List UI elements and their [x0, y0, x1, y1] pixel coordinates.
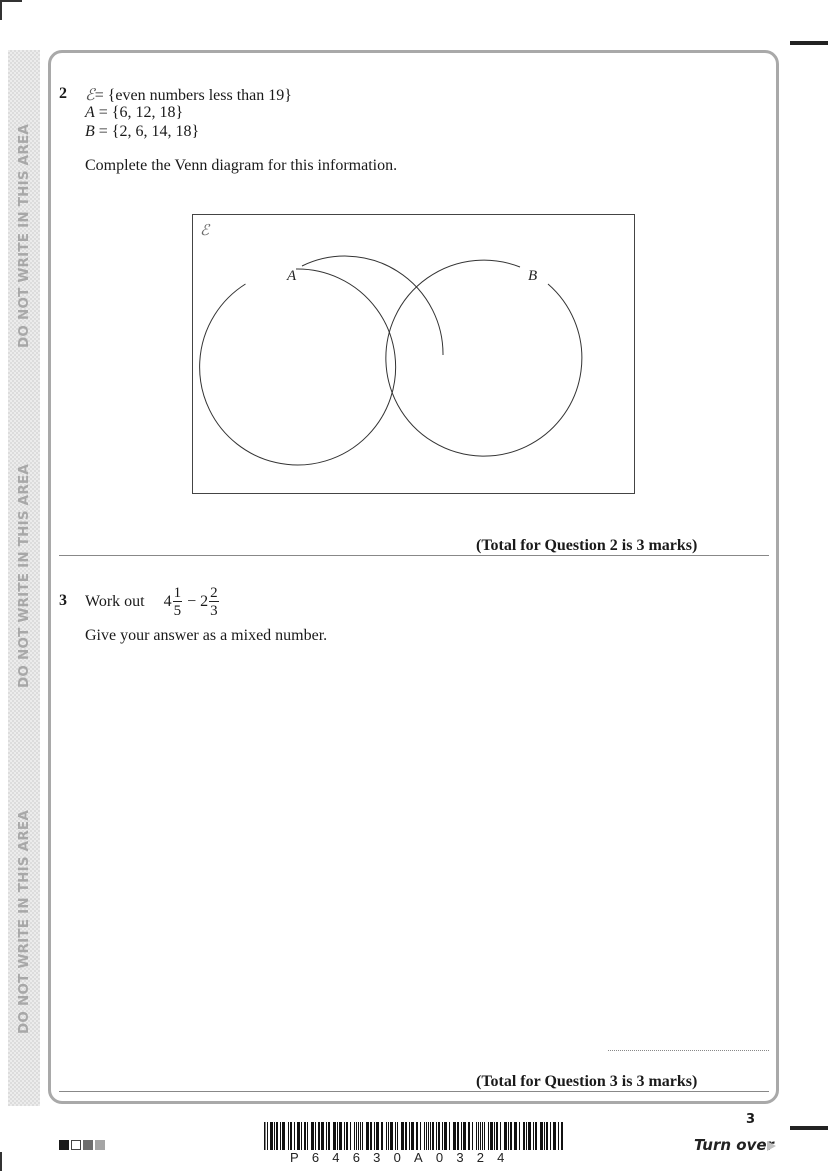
question-3-number: 3: [59, 592, 67, 609]
universal-set-rectangle: [193, 215, 635, 494]
question-3-prompt: Work out: [85, 593, 145, 610]
term1-fraction: [173, 586, 183, 619]
question-3-total: (Total for Question 3 is 3 marks): [476, 1073, 698, 1090]
question-3-instruction: Give your answer as a mixed number.: [85, 627, 328, 644]
question-2-number: 2: [59, 85, 67, 102]
term2-numerator: 2: [210, 584, 218, 601]
venn-diagram[interactable]: [192, 214, 635, 494]
turn-over-label: Turn over: [694, 1136, 774, 1154]
circle-a-label: A: [287, 268, 297, 284]
set-b-name: B: [85, 123, 95, 140]
colour-block-light-grey: [95, 1140, 105, 1150]
crop-mark-top-left: [0, 0, 20, 20]
crop-mark-bottom-left: [0, 1152, 2, 1171]
answer-line[interactable]: [608, 1050, 769, 1051]
universal-set-definition: [85, 85, 292, 105]
colour-block-white: [71, 1140, 81, 1150]
term1-numerator: 1: [173, 584, 182, 601]
set-a-definition: [85, 104, 183, 122]
term2-whole: 2: [200, 593, 209, 610]
circle-b-label: B: [528, 268, 538, 284]
term2-denominator: 3: [210, 602, 218, 619]
page-edge-tick-top: [790, 41, 828, 45]
question-2-total: (Total for Question 2 is 3 marks): [476, 537, 698, 554]
universal-set-text: = {even numbers less than 19}: [94, 87, 292, 104]
barcode: [264, 1122, 564, 1150]
question-3-divider: [59, 1091, 769, 1092]
colour-block-dark-grey: [83, 1140, 93, 1150]
answer-area-frame: [48, 50, 779, 1104]
term1-denominator: 5: [173, 602, 182, 619]
colour-registration-blocks: [59, 1140, 105, 1150]
venn-universal-label: ℰ: [200, 221, 210, 239]
set-a-elements: = {6, 12, 18}: [94, 104, 184, 121]
question-2-divider: [59, 555, 769, 556]
term2-fraction: [209, 586, 219, 619]
minus-operator: −: [187, 593, 197, 610]
margin-warning-3: DO NOT WRITE IN THIS AREA: [16, 810, 32, 1034]
question-3-expression: [85, 580, 220, 624]
universal-set-symbol: ℰ: [85, 85, 95, 104]
margin-warning-2: DO NOT WRITE IN THIS AREA: [16, 464, 32, 688]
set-b-definition: [85, 123, 199, 141]
term1-whole: 4: [163, 593, 172, 610]
turn-over-arrow-icon: [767, 1141, 776, 1151]
barcode-number: P64630A0324: [290, 1150, 518, 1165]
question-2-instruction: Complete the Venn diagram for this information.: [85, 157, 398, 174]
colour-block-black: [59, 1140, 69, 1150]
page-edge-tick-bottom: [790, 1126, 828, 1130]
set-a-name: A: [85, 104, 95, 121]
set-b-elements: = {2, 6, 14, 18}: [94, 123, 200, 140]
page-number: 3: [746, 1112, 756, 1127]
margin-warning-1: DO NOT WRITE IN THIS AREA: [16, 124, 32, 348]
